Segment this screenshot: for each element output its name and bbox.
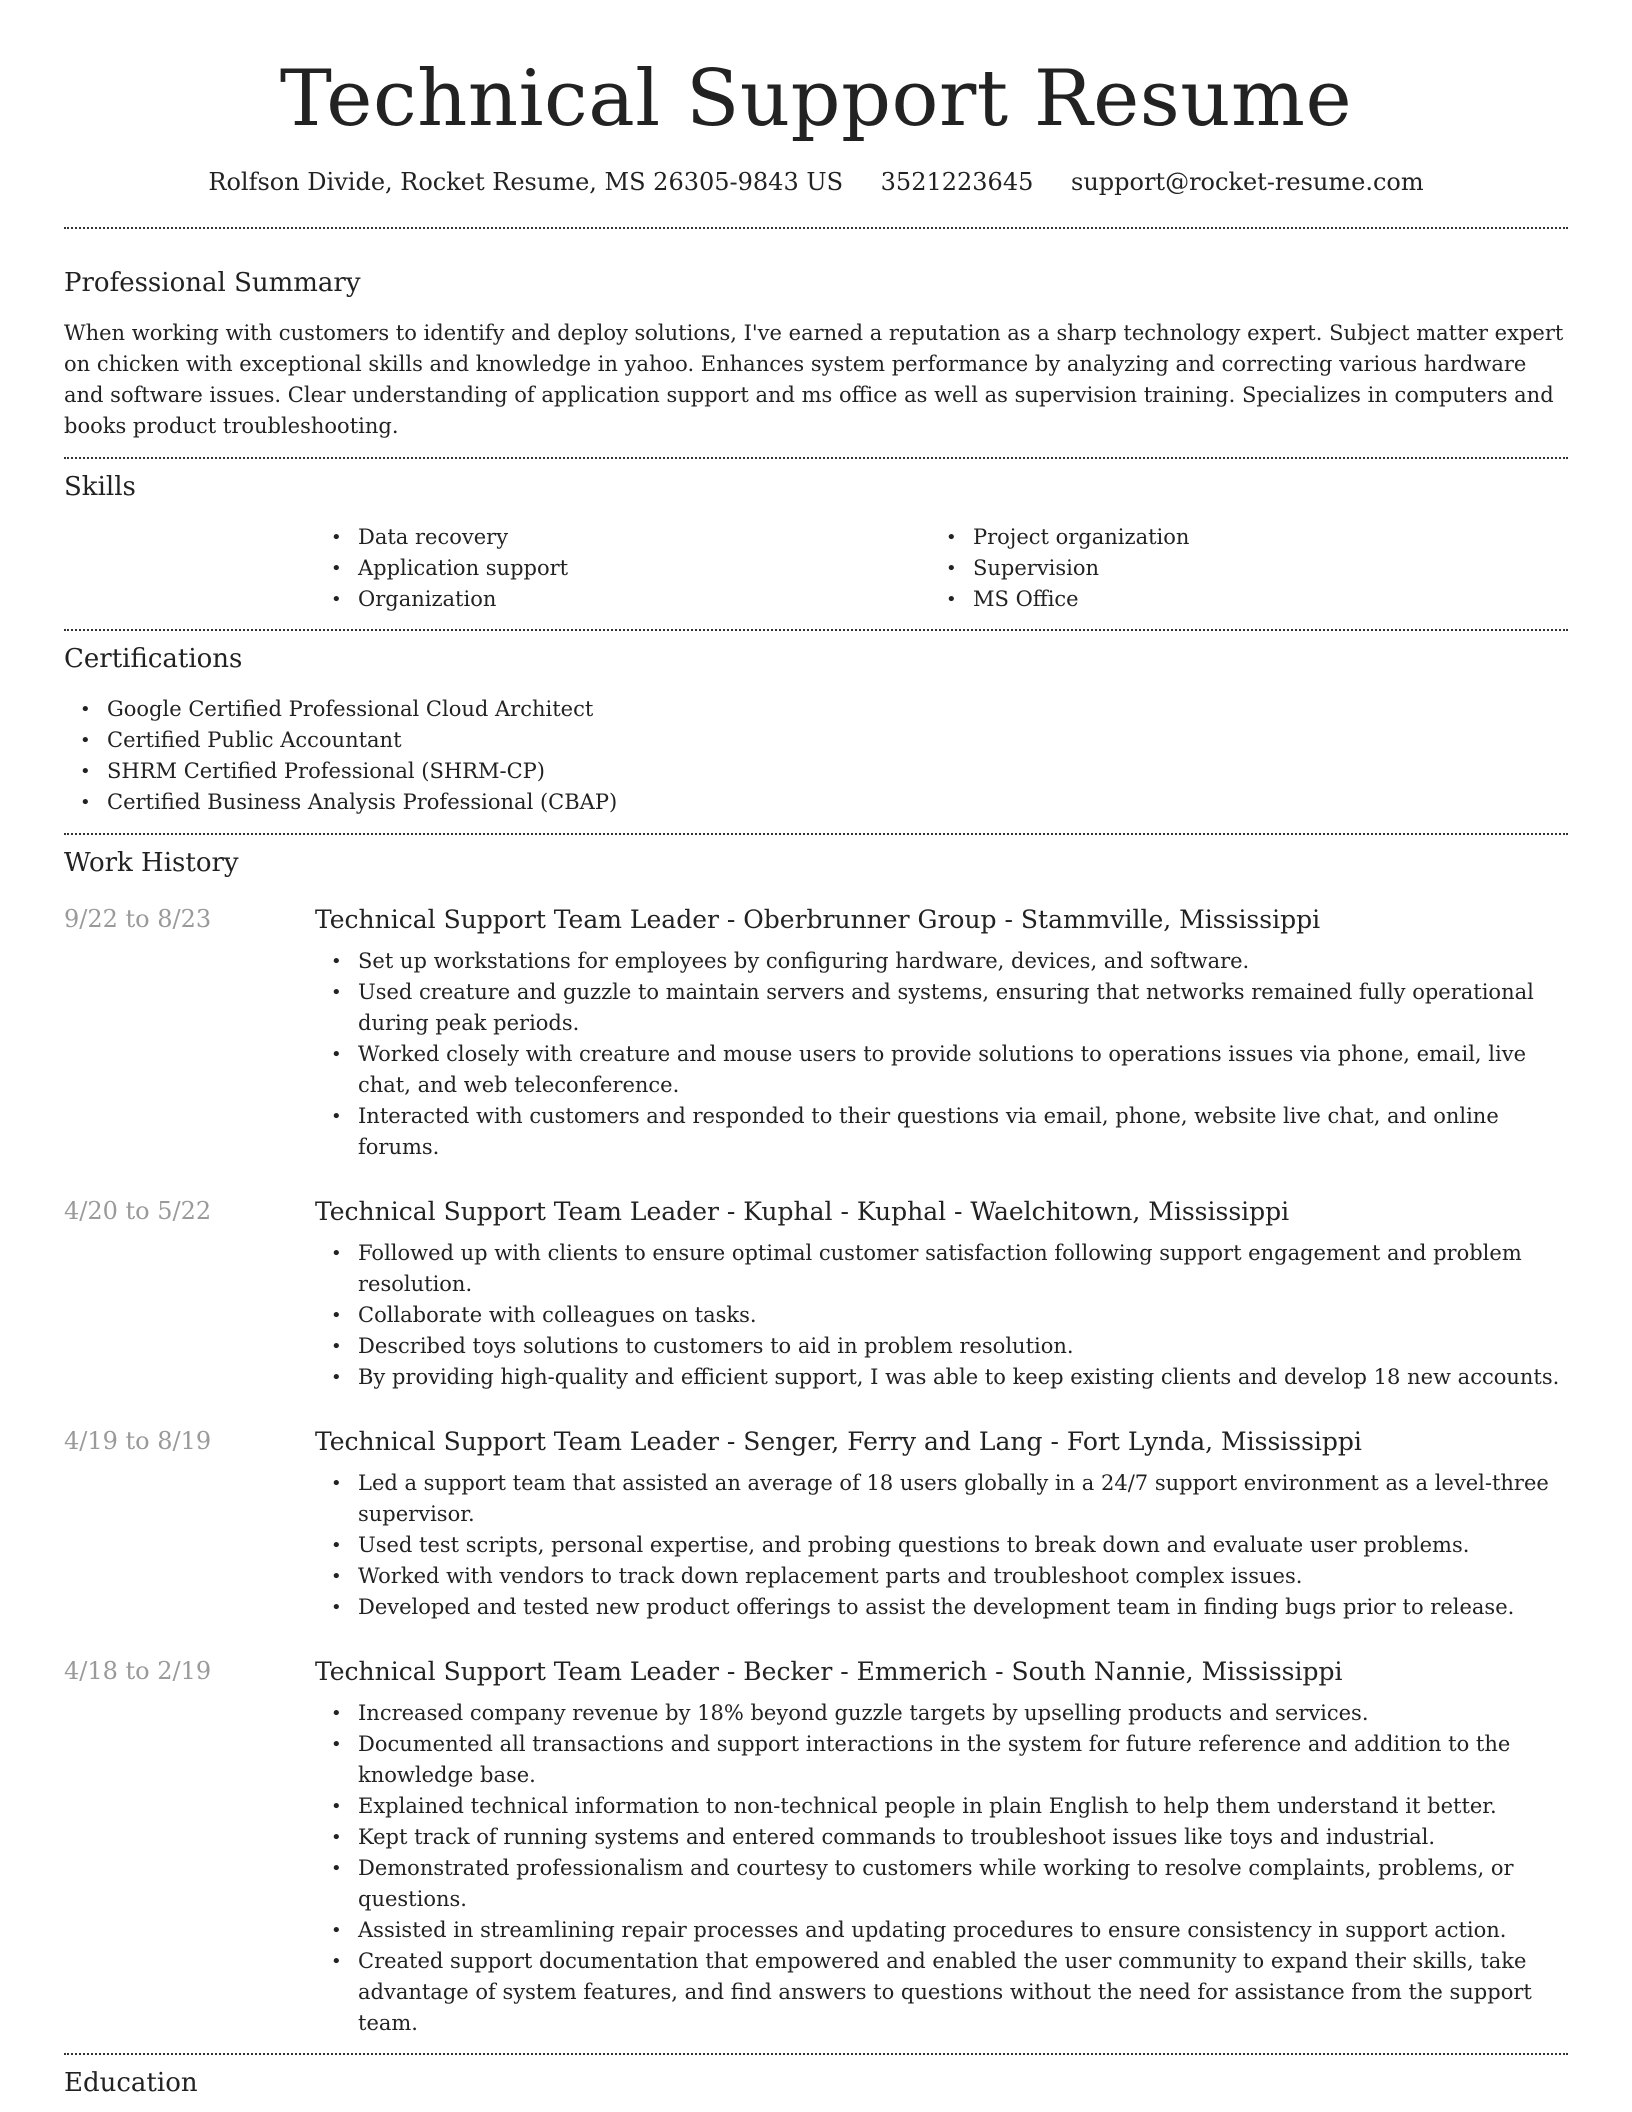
job-bullet: • Kept track of running systems and entered commands to troubleshoot issues like toys and industrial.: [315, 1822, 1568, 1853]
section-divider: [64, 629, 1568, 631]
skills-heading: Skills: [64, 472, 136, 502]
work-history-section: [64, 850, 1568, 2039]
resume-title: Technical Support Resume: [279, 54, 1353, 144]
job-dates: 9/22 to 8/23: [64, 905, 212, 933]
job-bullet: • Followed up with clients to ensure optimal customer satisfaction following support engagement and problem resolution.: [315, 1238, 1568, 1300]
section-divider: [64, 227, 1568, 229]
job-bullet: • Collaborate with colleagues on tasks.: [315, 1300, 1568, 1331]
job-bullets: [315, 1238, 1568, 1393]
skill-item: • MS Office: [930, 584, 1545, 615]
job-title: Technical Support Team Leader - Oberbrunner Group - Stammville, Mississippi: [315, 905, 1321, 934]
job-bullets: [315, 1468, 1568, 1623]
skills-list-right: [930, 522, 1545, 615]
skill-item: • Application support: [315, 553, 930, 584]
job-title: Technical Support Team Leader - Kuphal - Kuphal - Waelchitown, Mississippi: [315, 1197, 1290, 1226]
skill-item: • Supervision: [930, 553, 1545, 584]
education-heading: Education: [64, 2068, 198, 2098]
section-divider: [64, 457, 1568, 459]
job-dates: 4/20 to 5/22: [64, 1197, 212, 1225]
certification-item: • Certified Public Accountant: [64, 725, 1568, 756]
certification-item: • Google Certified Professional Cloud Architect: [64, 694, 1568, 725]
job-entry: [64, 1199, 1568, 1393]
job-title: Technical Support Team Leader - Senger, Ferry and Lang - Fort Lynda, Mississippi: [315, 1427, 1362, 1456]
summary-section: [64, 270, 1568, 442]
job-bullet: • Used test scripts, personal expertise, and probing questions to break down and evaluate user problems.: [315, 1530, 1568, 1561]
certifications-list: [64, 694, 1568, 818]
job-bullet: • Demonstrated professionalism and courtesy to customers while working to resolve complaints, problems, or questions.: [315, 1853, 1568, 1915]
job-entry: [64, 907, 1568, 1163]
skill-item: • Data recovery: [315, 522, 930, 553]
job-entry: [64, 1659, 1568, 2039]
job-entry: [64, 1429, 1568, 1623]
skills-grid: [315, 522, 1568, 615]
job-bullet: • Worked closely with creature and mouse users to provide solutions to operations issues via phone, email, live chat, and web teleconference.: [315, 1039, 1568, 1101]
job-bullet: • Documented all transactions and support interactions in the system for future reference and addition to the knowledge base.: [315, 1729, 1568, 1791]
section-divider: [64, 2053, 1568, 2055]
job-bullets: [315, 946, 1568, 1163]
job-bullet: • Developed and tested new product offerings to assist the development team in finding bugs prior to release.: [315, 1592, 1568, 1623]
summary-heading: Professional Summary: [64, 268, 361, 298]
education-section: [64, 2070, 1568, 2096]
job-dates: 4/19 to 8/19: [64, 1427, 212, 1455]
job-bullet: • Worked with vendors to track down replacement parts and troubleshoot complex issues.: [315, 1561, 1568, 1592]
section-divider: [64, 833, 1568, 835]
skills-section: [64, 474, 1568, 615]
job-bullet: • Used creature and guzzle to maintain servers and systems, ensuring that networks remained fully operational during peak periods.: [315, 977, 1568, 1039]
contact-email[interactable]: support@rocket-resume.com: [1071, 168, 1424, 196]
job-bullet: • Led a support team that assisted an average of 18 users globally in a 24/7 support environment as a level-three supervisor.: [315, 1468, 1568, 1530]
skills-list-left: [315, 522, 930, 615]
job-dates: 4/18 to 2/19: [64, 1657, 212, 1685]
job-bullet: • Described toys solutions to customers to aid in problem resolution.: [315, 1331, 1568, 1362]
skill-item: • Organization: [315, 584, 930, 615]
contact-address: Rolfson Divide, Rocket Resume, MS 26305-9843 US: [208, 168, 844, 196]
job-bullet: • By providing high-quality and efficient support, I was able to keep existing clients and develop 18 new accounts.: [315, 1362, 1568, 1393]
job-bullet: • Set up workstations for employees by configuring hardware, devices, and software.: [315, 946, 1568, 977]
certifications-section: [64, 646, 1568, 818]
job-bullet: • Explained technical information to non-technical people in plain English to help them understand it better.: [315, 1791, 1568, 1822]
resume-page: [64, 0, 1568, 2096]
job-bullet: • Assisted in streamlining repair processes and updating procedures to ensure consistency in support action.: [315, 1915, 1568, 1946]
certification-item: • Certified Business Analysis Professional (CBAP): [64, 787, 1568, 818]
job-bullets: [315, 1698, 1568, 2039]
certifications-heading: Certifications: [64, 644, 243, 674]
contact-phone: 3521223645: [880, 168, 1034, 196]
skill-item: • Project organization: [930, 522, 1545, 553]
summary-text: When working with customers to identify and deploy solutions, I've earned a reputation as a sharp technology expert. Subject matter expert on chicken with exceptional skills and knowledge in yahoo. Enhances system performance by analyzing and correcting various hardware and software issues. Clear understanding of application support and ms office as well as supervision training. Specializes in computers and books product troubleshooting.: [64, 321, 1564, 438]
job-bullet: • Created support documentation that empowered and enabled the user community to expand their skills, take advantage of system features, and find answers to questions without the need for assistance from the support team.: [315, 1946, 1568, 2039]
job-bullet: • Interacted with customers and responded to their questions via email, phone, website live chat, and online forums.: [315, 1101, 1568, 1163]
certification-item: • SHRM Certified Professional (SHRM-CP): [64, 756, 1568, 787]
job-title: Technical Support Team Leader - Becker - Emmerich - South Nannie, Mississippi: [315, 1657, 1343, 1686]
contact-line: [64, 170, 1568, 194]
work-history-heading: Work History: [64, 848, 239, 878]
job-bullet: • Increased company revenue by 18% beyond guzzle targets by upselling products and services.: [315, 1698, 1568, 1729]
